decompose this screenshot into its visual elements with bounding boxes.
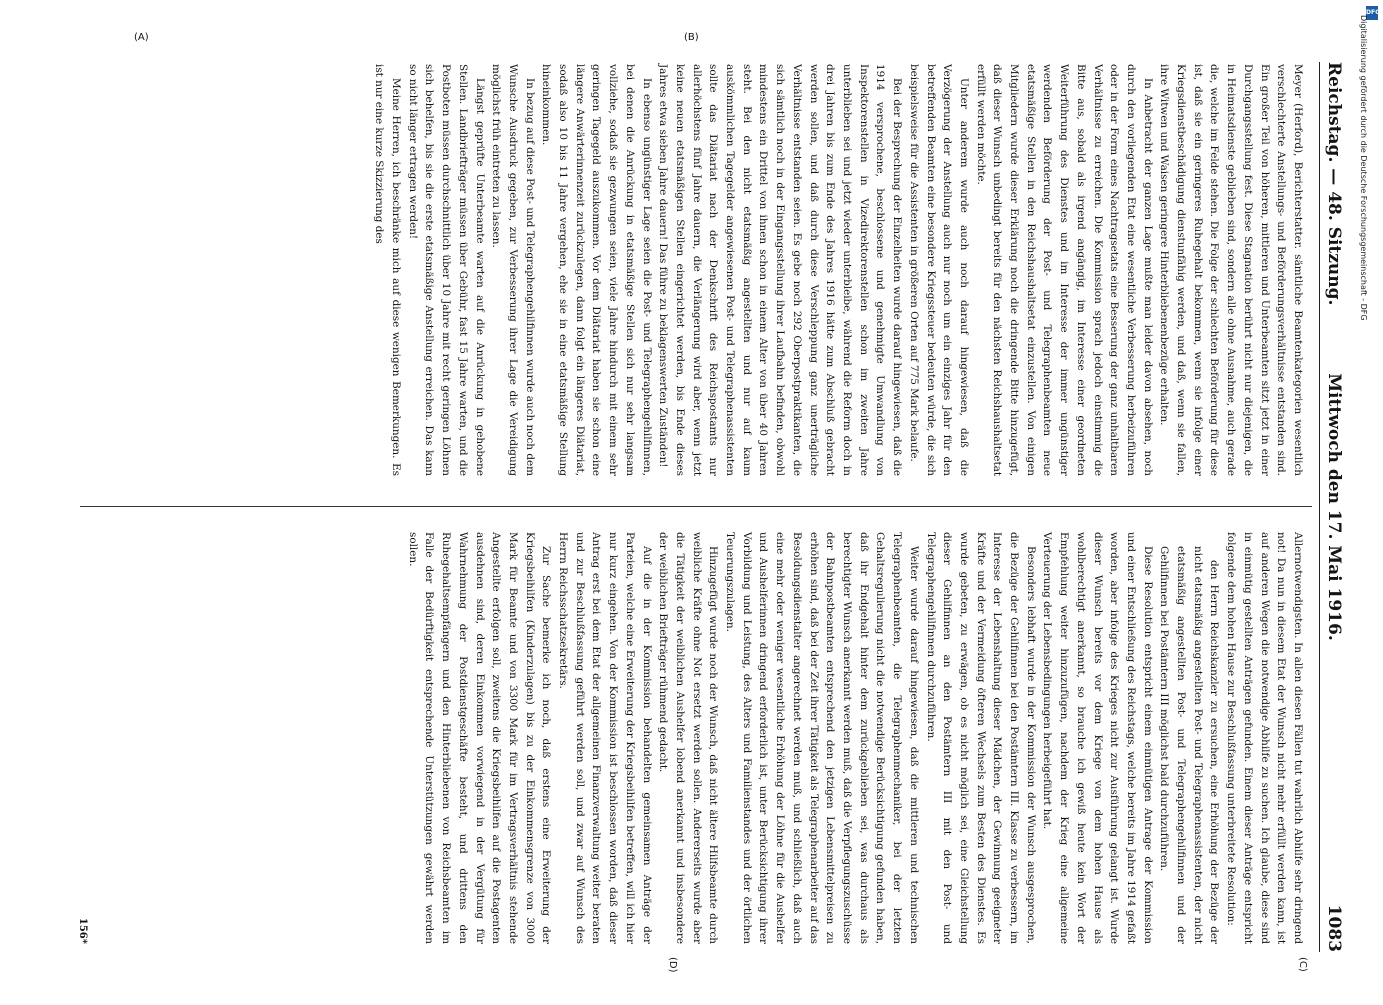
paragraph: Besonders lebhaft wurde in der Kommission der Wunsch ausgesprochen, die Bezüge der Gehilfinnen bei den Postämtern III. Klasse zu verbessern, im Interesse der Lebenshaltung dieser Mädchen, der Gewinnung geeigneter Kräfte und der Vermeidung öfteren Wechsels zum Besten des Dienstes. Es wurde gebeten, zu erwägen, ob es nicht möglich sei, eine Gleichstellung dieser Gehilfinnen an den Postämtern III mit den Post- und Telegraphengehilfinnen durchzuführen. [924, 532, 1037, 944]
paragraph: Meyer (Herford), Berichterstatter. sämtliche Beamtenkategorien wesentlich verschlechterte Anstellungs- und Beförderungsverhältnisse entstanden sind. Ein großer Teil von höheren, mittleren und Unterbeamten sitzt jetzt in einer Durchgangsstellung fest. Diese Stagnation berührt nicht nur diejenigen, die in Heimatsdienste geblieben sind, sondern alle ohne Ausnahme, auch gerade die, welche im Felde stehen. Die Folge der schlechten Beförderung für diese ist, daß sie ein geringeres Ruhegehalt bekommen, wenn sie infolge einer Kriegsdienstbeschädigung dienstunfähig werden, und daß, wenn sie fallen, ihre Witwen und Waisen geringere Hinterbliebenenbezüge erhalten. [1158, 64, 1304, 476]
column-divider [80, 506, 1312, 507]
margin-letter-d: (D) [667, 957, 678, 973]
paragraph: Längst geprüfte Unterbeamte warten auf die Anrückung in gehobene Stellen. Landbriefträger müssen über Gebühr, fast 15 Jahre warten, und die Postboten müssen durchschnittlich über 10 Jahre mit recht geringen Löhnen sich behelfen, bis sie die erste etatsmäßige Anstellung erreichen. Das kann so nicht länger ertragen werden! [406, 64, 486, 476]
header-date: Mittwoch den 17. Mai 1916. [1324, 373, 1344, 641]
paragraph: In Anbetracht der ganzen Lage mußte man leider davon absehen, noch durch den vorliegenden Etat eine wesentliche Verbesserung herbeizuführen oder in der Form eines Nachtragsetats eine Besserung der ganz unhaltbaren Verhältnisse zu erreichen. Die Kommission sprach jedoch einstimmig die Bitte aus, sobald als irgend angängig, im Interesse einer geordneten Weiterführung des Dienstes und im Interesse der immer ungünstiger werdenden Beförderung der Post- und Telegraphenbeamten neue etatsmäßige Stellen in den Reichshaushaltsetat einzustellen. Von einigen Mitgliedern wurde dieser Erklärung noch die dringende Bitte hinzugefügt, daß dieser Wunsch unbedingt bereits für den nächsten Reichshaushaltsetat erfüllt werden möchte. [974, 64, 1154, 476]
paragraph: Auf die in der Kommission behandelten gemeinsamen Anträge der Parteien, welche eine Erweiterung der Kriegsbeihilfen betreffen, will ich hier nur kurz eingehen. Von der Kommission ist beschlossen worden, daß dieser Antrag erst bei dem Etat der allgemeinen Finanzverwaltung weiter beraten und zur Beschlußfassung geführt werden soll, und zwar auf Wunsch des Herrn Reichsschatzsekretärs. [557, 532, 653, 944]
paragraph: Allernotwendigsten. In allen diesen Fällen tut wahrlich Abhilfe sehr dringend not! Da nun in diesem Etat der Wunsch nicht mehr erfüllt werden kann, ist auf anderen Wegen die notwendige Abhilfe zu suchen. Ich glaube, diese sind in einmütig gestellten Anträgen gefunden. Einem dieser Anträge entspricht folgende dem hohen Hause zur Beschlußfassung unterbreitete Resolution: [1225, 532, 1304, 944]
paragraph: Hinzugefügt wurde noch der Wunsch, daß nicht ältere Hilfsbeamte durch weibliche Kräfte ohne Not ersetzt werden sollen. Andererseits wurde aber die Tätigkeit der weiblichen Aushelfer lobend anerkannt und insbesondere der weiblichen Briefträger rühmend gedacht. [657, 532, 720, 944]
paragraph: In ebenso ungünstiger Lage seien die Post- und Telegraphengehilfinnen, bei denen die Anrückung in etatsmäßige Stellen sich nur sehr langsam vollziehe, sodaß sie gezwungen seien, viele Jahre hindurch mit einem sehr geringen Tagegeld auszukommen. Vor dem Diätariat haben sie schon eine längere Anwärterinnenzeit zurückzulegen, dann folgt ein längeres Diätariat, sodaß also 10 bis 11 Jahre vergehen, ehe sie in eine etatsmäßige Stellung hineinkommen. [540, 64, 653, 476]
right-text-column [404, 532, 1306, 944]
dfg-logo: DFG [1366, 6, 1378, 20]
paragraph: Unter anderem wurde auch noch darauf hingewiesen, daß die Verzögerung der Anstellung auch nur noch um ein einziges Jahr für den betreffenden Beamten eine besondere Kriegssteuer bedeuten würde, die sich beispielsweise für die Assistenten in größeren Orten auf 775 Mark belaufe. [907, 64, 970, 476]
resolution-text: den Herrn Reichskanzler zu ersuchen, eine Erhöhung der Bezüge der nicht etatsmäßig angestellten Post- und Telegraphenassistenten, der nicht etatsmäßig angestellten Post- und Telegraphengehilfinnen und der Gehilfinnen bei Postämtern III möglichst bald durchzuführen. [1158, 546, 1221, 944]
paragraph: Weiter wurde darauf hingewiesen, daß die mittleren und technischen Telegraphenbeamten, die Telegraphenmechaniker, bei der letzten Gehaltsregulierung nicht die notwendige Berücksichtigung gefunden haben, daß ihr Endgehalt hinter dem zurückgeblieben sei, was durchaus als berechtigter Wunsch anerkannt werden muß, daß die Verpflegungszuschüsse der Bahnpostbeamten entsprechend den jetzigen Lebensmittelpreisen zu erhöhen sind, daß bei der Zeit ihrer Tätigkeit als Telegraphenarbeiter auf das Besoldungsdienstalter angerechnet werden muß, und schließlich, daß auch eine mehr oder weniger wesentliche Erhöhung der Löhne für die Aushelfer und Aushelferinnen dringend erforderlich ist, unter Berücksichtigung ihrer Vorbildung und Leistung, des Alters und Familienstandes und der örtlichen Teuerungszulagen. [724, 532, 920, 944]
margin-letter-a: (A) [134, 32, 149, 43]
paragraph: Zur Sache bemerke ich noch, daß erstens eine Erweiterung der Kriegsbeihilfen (Kinderzulagen) bis zu der Einkommensgrenze von 3000 Mark für Beamte und von 3300 Mark für im Vertragsverhältnis stehende Angestellte erfolgen soll, zweitens die Kriegsbeihilfen auf die Postagenten ausdehnen sind, deren Einkommen vorwiegend in der Vergütung für Wahrnehmung der Postdienstgeschäfte besteht, und drittens den Ruhegehaltsempfängern und den Hinterbliebenen von Reichsbeamten im Falle der Bedürftigkeit entsprechende Unterstützungen gewährt werden sollen. [406, 532, 553, 944]
page-header [1319, 62, 1346, 952]
margin-letter-b: (B) [684, 32, 699, 43]
paragraph: In bezug auf diese Post- und Telegraphengehilfinnen wurde auch noch dem Wunsche Ausdruck gegeben, zur Verbesserung ihrer Lage die Vereidigung möglichst früh eintreten zu lassen. [490, 64, 536, 476]
scanned-page [56, 32, 1346, 973]
paragraph: Diese Resolution entspricht einem einmütigen Antrage der Kommission und einer Entschließung des Reichstags, welche bereits im Jahre 1914 gefaßt worden, aber infolge des Krieges nicht zur Ausführung gelangt ist. Wurde dieser Wunsch bereits vor dem Kriege von dem hohen Hause als wohlberechtigt anerkannt, so brauche ich gewiß heute kein Wort der Empfehlung weiter hinzuzufügen, nachdem der Krieg eine allgemeine Verteuerung der Lebensbedingungen herbeigeführt hat. [1041, 532, 1154, 944]
signature-mark: 156* [77, 917, 88, 944]
paragraph: Bei der Besprechung der Einzelheiten wurde darauf hingewiesen, daß die 1914 versprochene, beschlossene und genehmigte Umwandlung von Inspektorenstellen in Vizedirektorenstellen schon im zweiten Jahre unterblieben sei und jetzt wieder unterbleibe, während die Reform doch in drei Jahren bis zum Ende des Jahres 1916 hätte zum Abschluß gebracht werden sollen, und daß durch diese Verschleppung ganz unerträgliche Verhältnisse entstanden seien. Es gebe noch 292 Oberpostpraktikanten, die sich sämtlich noch in der Eingangsstellung ihrer Laufbahn befinden, obwohl mindestens ein Drittel von ihnen schon in einem Alter von über 40 Jahren steht. Bei den nicht etatsmäßig angestellten und nur auf kaum auskömmlichen Tagegelder angewiesenen Post- und Telegraphenassistenten sollte das Diätariat nach der Denkschrift des Reichspostamts nur allerhöchstens fünf Jahre dauern, die Verlängerung wird aber, wenn jetzt keine neuen etatsmäßigen Stellen eingerichtet werden, bis Ende dieses Jahres etwa sieben Jahre dauern! Das führe zu beklagenswerten Zuständen! [657, 64, 904, 476]
paragraph: Meine Herren, ich beschränke mich auf diese wenigen Bemerkungen. Es ist nur eine kurze Skizzierung des [373, 64, 403, 476]
digitization-credit: Digitalisierung gefördert durch die Deutsche Forschungsgemeinschaft - DFG [1359, 15, 1368, 321]
page-number: 1083 [1324, 904, 1344, 952]
header-session: Reichstag. — 48. Sitzung. [1324, 62, 1344, 306]
left-text-column [371, 64, 1306, 476]
margin-letter-c: (C) [1297, 957, 1308, 972]
